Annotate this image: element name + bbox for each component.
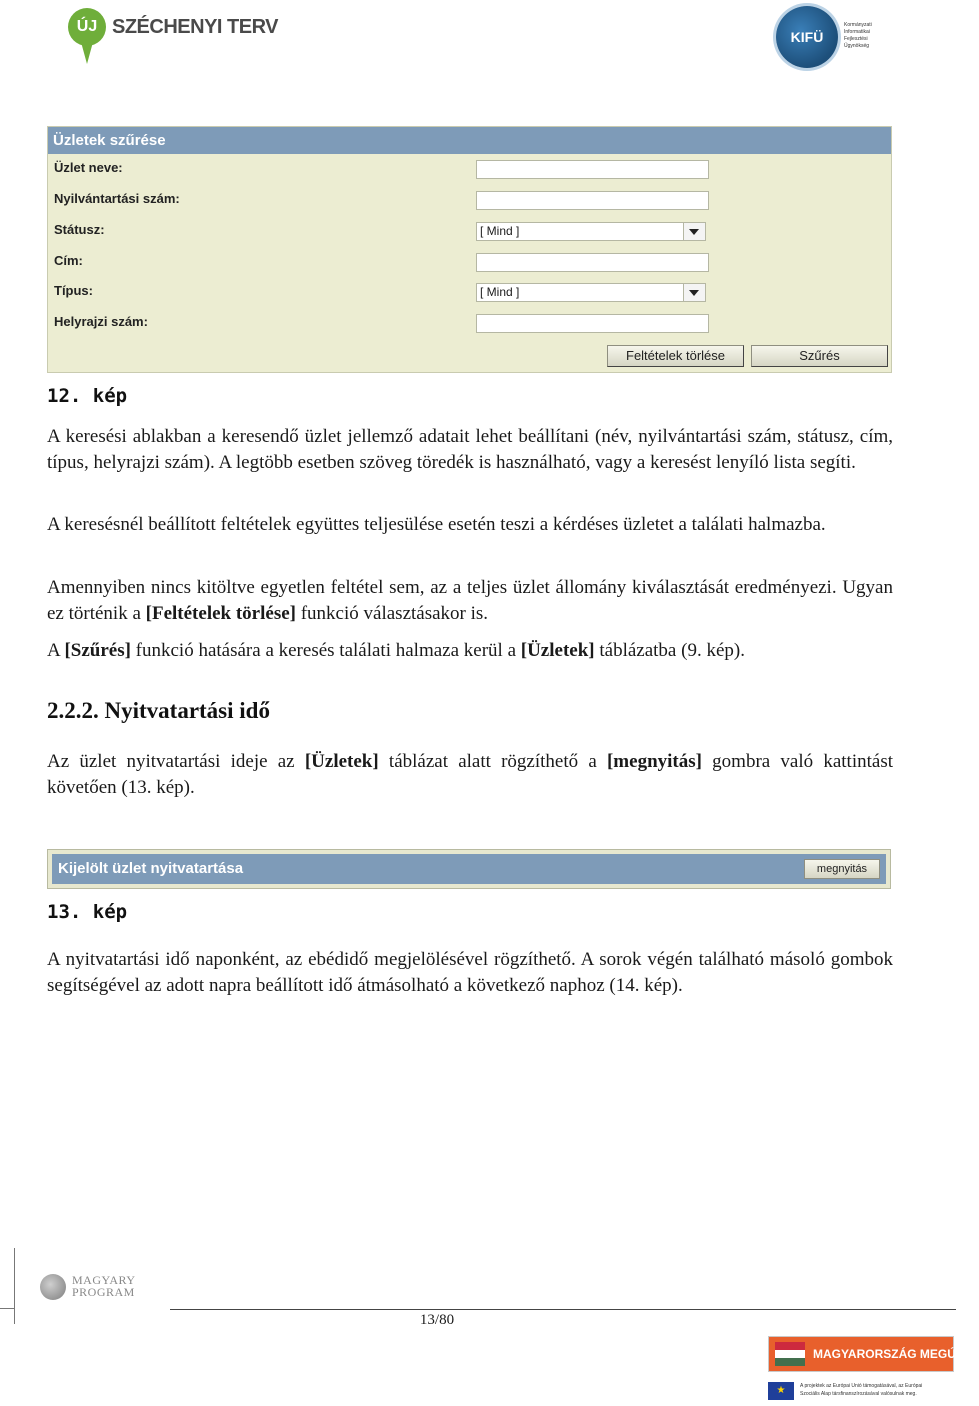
opening-hours-bar	[52, 854, 886, 884]
type-label: Típus:	[54, 283, 93, 298]
footer-tick-rule	[0, 1308, 14, 1309]
status-select[interactable]	[476, 222, 706, 241]
opening-hours-panel	[47, 849, 891, 889]
registration-number-label: Nyilvántartási szám:	[54, 191, 180, 206]
registration-number-input[interactable]	[476, 191, 709, 210]
type-select[interactable]	[476, 283, 706, 302]
opening-hours-title: Kijelölt üzlet nyitvatartása	[58, 860, 244, 877]
eu-flag-icon	[768, 1382, 794, 1400]
address-input[interactable]	[476, 253, 709, 272]
store-filter-panel	[47, 126, 892, 373]
filter-button[interactable]: Szűrés	[751, 345, 888, 367]
kifu-logo-mark: KIFÜ	[776, 6, 838, 68]
szechenyi-logo-text: SZÉCHENYI TERV	[112, 16, 278, 38]
footer-horizontal-rule	[170, 1309, 956, 1310]
kifu-logo	[776, 6, 886, 68]
hungarian-flag-icon	[775, 1342, 805, 1366]
magyarorszag-megujul-logo	[768, 1336, 979, 1372]
figure-13-caption: 13. kép	[47, 901, 128, 923]
chevron-down-icon[interactable]	[683, 284, 705, 301]
szechenyi-terv-logo	[68, 6, 278, 68]
filter-panel-title: Üzletek szűrése	[48, 127, 891, 154]
open-button[interactable]: megnyitás	[804, 859, 880, 879]
store-name-input[interactable]	[476, 160, 709, 179]
address-label: Cím:	[54, 253, 83, 268]
clear-filters-button[interactable]: Feltételek törlése	[607, 345, 744, 367]
eu-funding-text: A projektek az Európai Unió támogatásával, az Európai Szociális Alap társfinanszírozásával valósulnak meg.	[800, 1383, 923, 1397]
footer-vertical-rule	[14, 1248, 15, 1324]
paragraph-filter-result: A [Szűrés] funkció hatására a keresés találati halmaza kerül a [Üzletek] táblázatba (9. kép).	[47, 640, 745, 661]
eu-funding-notice	[768, 1380, 956, 1402]
paragraph-conditions: A keresésnél beállított feltételek együttes teljesülése esetén teszi a kérdéses üzletet a találati halmazba.	[47, 514, 826, 535]
magyary-logo-mark	[40, 1274, 66, 1300]
magyary-logo-text: MAGYARY PROGRAM	[72, 1273, 136, 1299]
chevron-down-icon[interactable]	[683, 223, 705, 240]
paragraph-daily-hours: A nyitvatartási idő naponként, az ebédidő megjelölésével rögzíthető. A sorok végén található másoló gombok segítségével az adott napra beállított idő átmásolható a következő naphoz (14. kép).	[47, 949, 893, 996]
magyarorszag-megujul-text: MAGYARORSZÁG MEGÚJUL	[813, 1347, 979, 1361]
parcel-number-label: Helyrajzi szám:	[54, 314, 148, 329]
type-select-value: [ Mind ]	[480, 285, 520, 299]
status-label: Státusz:	[54, 222, 105, 237]
paragraph-search-fields: A keresési ablakban a keresendő üzlet jellemző adatait lehet beállítani (név, nyilvántartási szám, státusz, cím, típus, helyrajzi szám). A legtöbb esetben szöveg töredék is használható, vagy a keresést lenyíló lista segíti.	[47, 426, 893, 473]
store-name-label: Üzlet neve:	[54, 160, 123, 175]
parcel-number-input[interactable]	[476, 314, 709, 333]
figure-12-caption: 12. kép	[47, 385, 128, 407]
paragraph-opening-hours: Az üzlet nyitvatartási ideje az [Üzletek] táblázat alatt rögzíthető a [megnyitás] gombra való kattintást követően (13. kép).	[47, 751, 894, 798]
szechenyi-badge: ÚJ	[68, 8, 106, 46]
kifu-logo-subtitle: Kormányzati Informatikai Fejlesztési Ügynökség	[844, 22, 872, 49]
paragraph-empty-filter: Amennyiben nincs kitöltve egyetlen feltétel sem, az a teljes üzlet állomány kiválasztását eredményezi. Ugyan ez történik a [Feltételek törlése] funkció választásakor is.	[47, 577, 893, 624]
magyary-program-logo	[40, 1272, 150, 1306]
status-select-value: [ Mind ]	[480, 224, 520, 238]
page-number: 13/80	[419, 1312, 455, 1328]
section-heading: 2.2.2. Nyitvatartási idő	[47, 698, 270, 723]
